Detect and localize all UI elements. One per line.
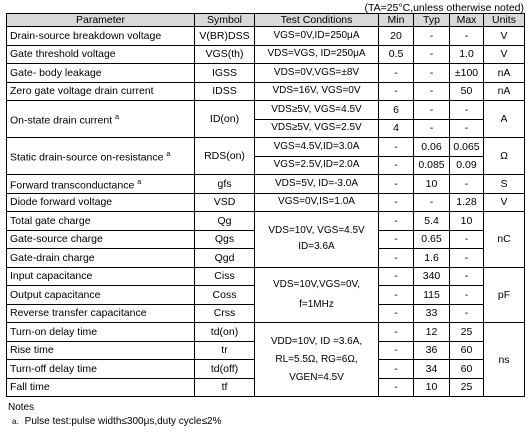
parameter-cell: Rise time (7, 341, 195, 360)
parameter-label: On-state drain current (10, 114, 113, 127)
units-cell: nA (484, 64, 525, 83)
test-condition-note: (TA=25°C,unless otherwise noted) (364, 2, 524, 14)
min-cell: 20 (379, 27, 414, 46)
min-cell: - (379, 82, 414, 101)
typ-cell: 10 (414, 378, 450, 397)
typ-cell: 340 (414, 267, 450, 286)
typ-cell: 0.06 (414, 138, 450, 157)
units-cell: S (484, 175, 525, 194)
condition-line: RL=5.5Ω, RG=6Ω, (275, 353, 358, 365)
parameter-cell: Turn-on delay time (7, 323, 195, 342)
symbol-cell: tr (195, 341, 255, 360)
condition-cell (255, 212, 379, 268)
parameter-cell (7, 175, 195, 194)
parameter-cell: Input capacitance (7, 267, 195, 286)
table-row (7, 82, 525, 101)
parameter-cell: Gate- body leakage (7, 64, 195, 83)
symbol-cell: tf (195, 378, 255, 397)
condition-cell: VDS=5V, ID=-3.0A (255, 175, 379, 194)
header-typ: Typ (414, 14, 450, 27)
typ-cell: 33 (414, 304, 450, 323)
condition-line: VDS=10V,VGS=0V, (272, 278, 361, 290)
typ-cell: 0.65 (414, 230, 450, 249)
table-row (7, 101, 525, 120)
min-cell: - (379, 341, 414, 360)
min-cell: - (379, 193, 414, 212)
units-cell: V (484, 27, 525, 46)
typ-cell: - (414, 193, 450, 212)
condition-line: ID=3.6A (298, 241, 335, 253)
parameter-cell: Output capacitance (7, 286, 195, 305)
min-cell: - (379, 138, 414, 157)
symbol-cell: Ciss (195, 267, 255, 286)
max-cell: 25 (450, 378, 484, 397)
min-cell: - (379, 304, 414, 323)
parameter-cell: Drain-source breakdown voltage (7, 27, 195, 46)
max-cell: - (450, 175, 484, 194)
symbol-cell: ID(on) (195, 101, 255, 138)
table-header-row (7, 14, 525, 27)
condition-cell: VDS=16V, VGS=0V (255, 82, 379, 101)
note-marker: a. (12, 417, 19, 426)
units-cell: pF (484, 267, 525, 323)
units-cell: V (484, 193, 525, 212)
parameter-cell (7, 101, 195, 138)
header-min: Min (379, 14, 414, 27)
min-cell: - (379, 249, 414, 268)
parameter-cell (7, 138, 195, 175)
condition-cell: VDS=0V,VGS=±8V (255, 64, 379, 83)
min-cell: 0.5 (379, 45, 414, 64)
units-cell: Ω (484, 138, 525, 175)
parameter-cell: Total gate charge (7, 212, 195, 231)
symbol-cell: VSD (195, 193, 255, 212)
note-marker: a (166, 150, 171, 158)
typ-cell: 115 (414, 286, 450, 305)
min-cell: - (379, 360, 414, 379)
min-cell: - (379, 212, 414, 231)
condition-cell (255, 323, 379, 397)
condition-cell: VDS≥5V, VGS=4.5V (255, 101, 379, 120)
typ-cell: - (414, 82, 450, 101)
table-row (7, 138, 525, 157)
parameter-cell: Gate-drain charge (7, 249, 195, 268)
header-symbol: Symbol (195, 14, 255, 27)
max-cell: - (450, 101, 484, 120)
symbol-cell: Qgs (195, 230, 255, 249)
parameter-cell: Fall time (7, 378, 195, 397)
parameter-cell: Diode forward voltage (7, 193, 195, 212)
typ-cell: 34 (414, 360, 450, 379)
note-text: Pulse test:pulse width≤300μs,duty cycle≤2% (24, 416, 222, 427)
units-cell: ns (484, 323, 525, 397)
typ-cell: - (414, 45, 450, 64)
max-cell: - (450, 249, 484, 268)
units-cell: A (484, 101, 525, 138)
header-max: Max (450, 14, 484, 27)
typ-cell: 12 (414, 323, 450, 342)
min-cell: 6 (379, 101, 414, 120)
max-cell: 60 (450, 341, 484, 360)
min-cell: - (379, 267, 414, 286)
typ-cell: - (414, 101, 450, 120)
max-cell: 50 (450, 82, 484, 101)
parameter-label: Forward transconductance (10, 179, 135, 191)
table-row (7, 45, 525, 64)
typ-cell: 36 (414, 341, 450, 360)
condition-cell: VGS=2.5V,ID=2.0A (255, 156, 379, 175)
symbol-cell: td(off) (195, 360, 255, 379)
typ-cell: 1.6 (414, 249, 450, 268)
parameter-cell: Reverse transfer capacitance (7, 304, 195, 323)
max-cell: - (450, 304, 484, 323)
table-row (7, 193, 525, 212)
typ-cell: 5.4 (414, 212, 450, 231)
max-cell: - (450, 119, 484, 138)
electrical-characteristics-table (6, 13, 525, 397)
symbol-cell: Qg (195, 212, 255, 231)
condition-cell: VGS=4.5V,ID=3.0A (255, 138, 379, 157)
min-cell: - (379, 156, 414, 175)
parameter-cell: Gate-source charge (7, 230, 195, 249)
max-cell: 0.09 (450, 156, 484, 175)
parameter-cell: Turn-off delay time (7, 360, 195, 379)
typ-cell: - (414, 119, 450, 138)
min-cell: - (379, 378, 414, 397)
symbol-cell: Qgd (195, 249, 255, 268)
min-cell: - (379, 64, 414, 83)
header-test-conditions: Test Conditions (255, 14, 379, 27)
condition-cell: VDS=VGS, ID=250μA (255, 45, 379, 64)
symbol-cell: gfs (195, 175, 255, 194)
min-cell: - (379, 323, 414, 342)
condition-cell: VGS=0V,IS=1.0A (255, 193, 379, 212)
parameter-cell: Gate threshold voltage (7, 45, 195, 64)
note-item (8, 415, 222, 429)
max-cell: 10 (450, 212, 484, 231)
units-cell: V (484, 45, 525, 64)
condition-cell (255, 267, 379, 323)
parameter-label: Static drain-source on-resistance (10, 151, 164, 164)
max-cell: ±100 (450, 64, 484, 83)
typ-cell: - (414, 64, 450, 83)
units-cell: nC (484, 212, 525, 268)
condition-cell: VDS≥5V, VGS=2.5V (255, 119, 379, 138)
table-row (7, 64, 525, 83)
table-row (7, 212, 525, 231)
symbol-cell: td(on) (195, 323, 255, 342)
condition-line: VGEN=4.5V (289, 371, 344, 383)
typ-cell: 0.085 (414, 156, 450, 175)
condition-line: VDD=10V, ID =3.6A, (270, 335, 363, 347)
symbol-cell: Coss (195, 286, 255, 305)
symbol-cell: IDSS (195, 82, 255, 101)
condition-line: f=1MHz (299, 298, 334, 310)
notes-section (8, 401, 222, 429)
header-units: Units (484, 14, 525, 27)
typ-cell: - (414, 27, 450, 46)
table-row (7, 175, 525, 194)
max-cell: 0.065 (450, 138, 484, 157)
parameter-cell: Zero gate voltage drain current (7, 82, 195, 101)
max-cell: 60 (450, 360, 484, 379)
min-cell: - (379, 286, 414, 305)
condition-cell: VGS=0V,ID=250μA (255, 27, 379, 46)
max-cell: - (450, 230, 484, 249)
symbol-cell: IGSS (195, 64, 255, 83)
max-cell: 25 (450, 323, 484, 342)
symbol-cell: RDS(on) (195, 138, 255, 175)
symbol-cell: VGS(th) (195, 45, 255, 64)
typ-cell: 10 (414, 175, 450, 194)
table-row (7, 267, 525, 286)
note-marker: a (115, 113, 119, 121)
max-cell: - (450, 27, 484, 46)
min-cell: 4 (379, 119, 414, 138)
min-cell: - (379, 230, 414, 249)
table-row (7, 323, 525, 342)
notes-title: Notes (8, 402, 35, 413)
condition-line: VDS=10V, VGS=4.5V (268, 225, 365, 237)
max-cell: 1.0 (450, 45, 484, 64)
header-parameter: Parameter (7, 14, 195, 27)
symbol-cell: Crss (195, 304, 255, 323)
units-cell: nA (484, 82, 525, 101)
note-marker: a (137, 178, 142, 186)
table-row (7, 27, 525, 46)
max-cell: - (450, 267, 484, 286)
min-cell: - (379, 175, 414, 194)
symbol-cell: V(BR)DSS (195, 27, 255, 46)
max-cell: 1.28 (450, 193, 484, 212)
max-cell: - (450, 286, 484, 305)
